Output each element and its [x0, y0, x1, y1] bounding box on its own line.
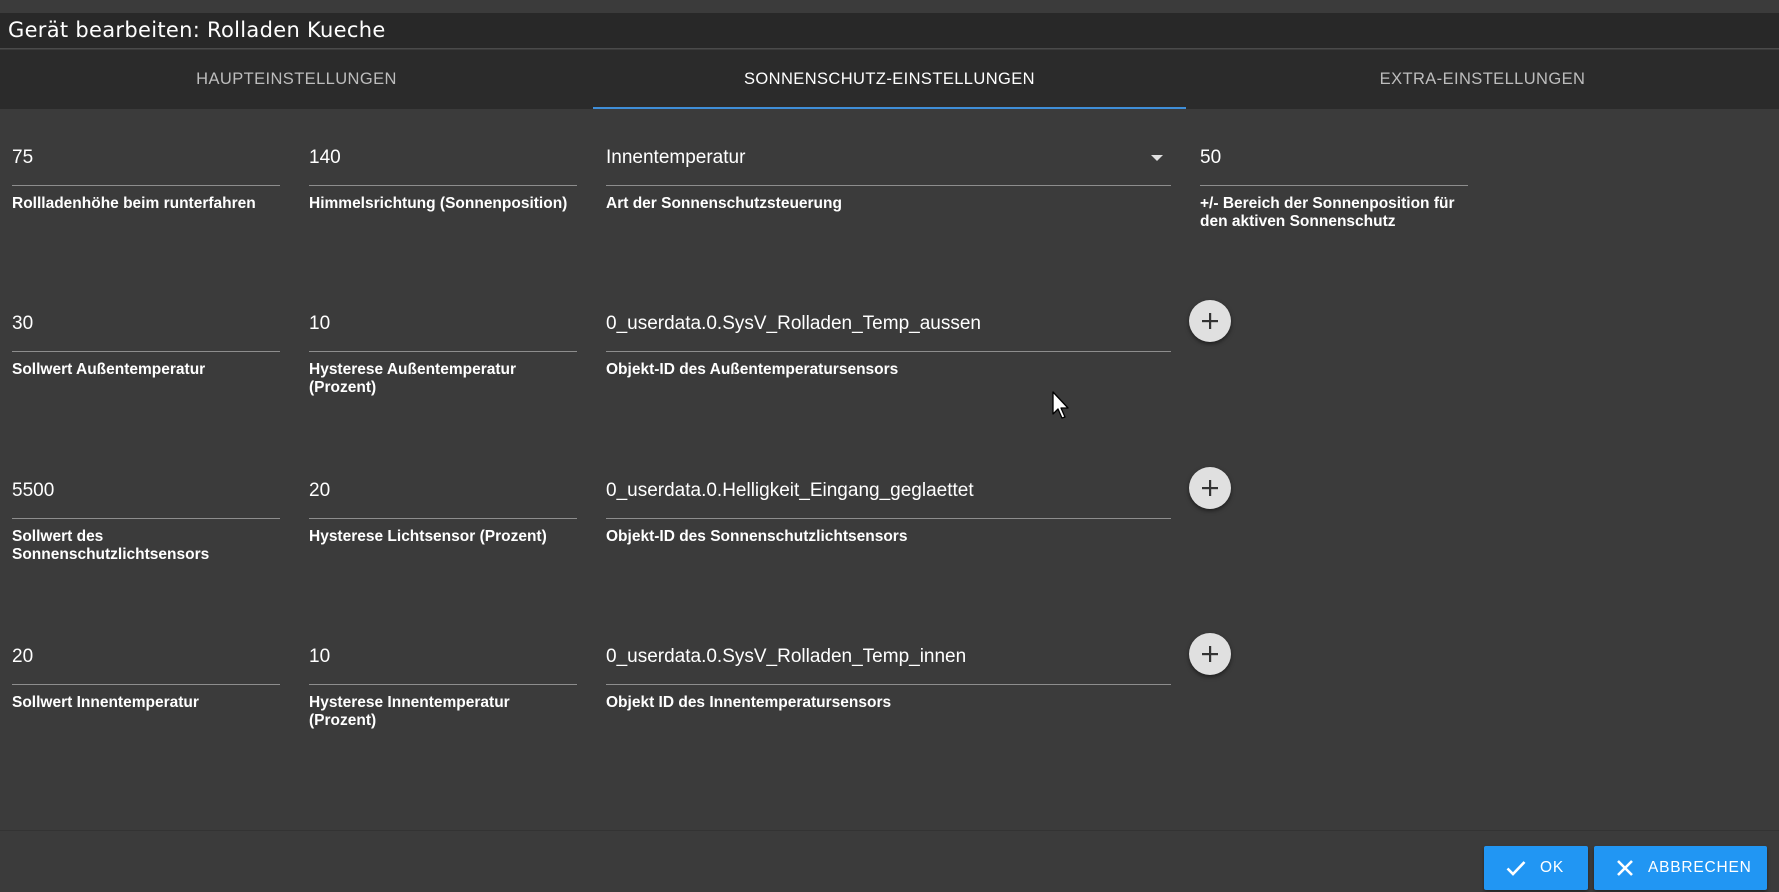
top-strip [0, 0, 1779, 13]
dialog-footer [0, 830, 1779, 892]
rollladenhoehe-field[interactable] [12, 147, 280, 227]
lichtsensor-id-field[interactable] [606, 480, 1171, 560]
innentemperatursensor-id-label: Objekt ID des Innentemperatursensors [606, 694, 892, 711]
aussentemperatursensor-id-field[interactable] [606, 313, 1171, 393]
sollwert-lichtsensor-label: Sollwert des Sonnenschutzlichtsensors [12, 528, 210, 563]
sollwert-lichtsensor-input[interactable]: 5500 [12, 480, 55, 501]
input-underline [1200, 185, 1468, 186]
close-icon [1616, 859, 1634, 877]
input-underline [606, 351, 1171, 352]
hysterese-lichtsensor-label: Hysterese Lichtsensor (Prozent) [309, 528, 547, 545]
plus-icon [1200, 311, 1220, 331]
himmelsrichtung-field[interactable] [309, 147, 577, 227]
sonnenschutzsteuerung-select[interactable] [606, 147, 1171, 227]
input-underline [606, 518, 1171, 519]
select-aussentemperatursensor-button[interactable] [1189, 300, 1231, 342]
tab-sonnenschutz-einstellungen[interactable] [593, 50, 1186, 109]
hysterese-lichtsensor-field[interactable] [309, 480, 577, 560]
rollladenhoehe-input[interactable]: 75 [12, 147, 34, 168]
sonnenschutzsteuerung-value[interactable]: Innentemperatur [606, 147, 746, 168]
input-underline [12, 185, 280, 186]
hysterese-aussentemperatur-label: Hysterese Außentemperatur (Prozent) [309, 361, 517, 396]
lichtsensor-id-input[interactable]: 0_userdata.0.Helligkeit_Eingang_geglaettet [606, 480, 974, 501]
sollwert-innentemperatur-label: Sollwert Innentemperatur [12, 694, 199, 711]
sonnenposition-bereich-field[interactable] [1200, 147, 1468, 247]
input-underline [12, 518, 280, 519]
input-underline [606, 185, 1171, 186]
check-icon [1506, 860, 1526, 876]
hysterese-aussentemperatur-input[interactable]: 10 [309, 313, 331, 334]
innentemperatursensor-id-field[interactable] [606, 646, 1171, 726]
innentemperatursensor-id-input[interactable]: 0_userdata.0.SysV_Rolladen_Temp_innen [606, 646, 967, 667]
hysterese-aussentemperatur-field[interactable] [309, 313, 577, 396]
plus-icon [1200, 478, 1220, 498]
rollladenhoehe-label: Rollladenhöhe beim runterfahren [12, 195, 256, 212]
tab-label: HAUPTEINSTELLUNGEN [196, 70, 397, 88]
sonnenposition-bereich-input[interactable]: 50 [1200, 147, 1222, 168]
input-underline [12, 684, 280, 685]
dialog-content [0, 109, 1779, 829]
sollwert-aussentemperatur-label: Sollwert Außentemperatur [12, 361, 206, 378]
select-innentemperatursensor-button[interactable] [1189, 633, 1231, 675]
lichtsensor-id-label: Objekt-ID des Sonnenschutzlichtsensors [606, 528, 908, 545]
cancel-button-label: ABBRECHEN [1648, 859, 1752, 876]
input-underline [309, 351, 577, 352]
hysterese-innentemperatur-input[interactable]: 10 [309, 646, 331, 667]
sonnenschutzsteuerung-label: Art der Sonnenschutzsteuerung [606, 195, 842, 212]
dialog-titlebar [0, 13, 1779, 49]
tab-extra-einstellungen[interactable] [1186, 50, 1779, 109]
input-underline [309, 185, 577, 186]
ok-button[interactable] [1484, 846, 1588, 890]
mouse-pointer-icon [1052, 391, 1072, 426]
dialog-title: Gerät bearbeiten: Rolladen Kueche [8, 18, 386, 42]
tab-label: EXTRA-EINSTELLUNGEN [1379, 70, 1586, 88]
hysterese-lichtsensor-input[interactable]: 20 [309, 480, 331, 501]
plus-icon [1200, 644, 1220, 664]
cancel-button[interactable] [1594, 846, 1767, 890]
hysterese-innentemperatur-label: Hysterese Innentemperatur (Prozent) [309, 694, 510, 729]
sollwert-aussentemperatur-input[interactable]: 30 [12, 313, 34, 334]
himmelsrichtung-label: Himmelsrichtung (Sonnenposition) [309, 195, 568, 212]
ok-button-label: OK [1540, 859, 1564, 876]
input-underline [12, 351, 280, 352]
tab-label: SONNENSCHUTZ-EINSTELLUNGEN [744, 70, 1035, 88]
dropdown-caret-icon[interactable] [1151, 155, 1163, 161]
input-underline [309, 518, 577, 519]
himmelsrichtung-input[interactable]: 140 [309, 147, 341, 168]
input-underline [309, 684, 577, 685]
sollwert-lichtsensor-field[interactable] [12, 480, 280, 580]
sollwert-innentemperatur-input[interactable]: 20 [12, 646, 34, 667]
input-underline [606, 684, 1171, 685]
tab-bar [0, 50, 1779, 109]
aussentemperatursensor-id-label: Objekt-ID des Außentemperatursensors [606, 361, 899, 378]
select-lichtsensor-button[interactable] [1189, 467, 1231, 509]
sollwert-innentemperatur-field[interactable] [12, 646, 280, 726]
sonnenposition-bereich-label: +/- Bereich der Sonnenposition für den aktiven Sonnenschutz [1200, 195, 1455, 230]
sollwert-aussentemperatur-field[interactable] [12, 313, 280, 393]
tab-haupteinstellungen[interactable] [0, 50, 593, 109]
hysterese-innentemperatur-field[interactable] [309, 646, 577, 729]
aussentemperatursensor-id-input[interactable]: 0_userdata.0.SysV_Rolladen_Temp_aussen [606, 313, 981, 334]
